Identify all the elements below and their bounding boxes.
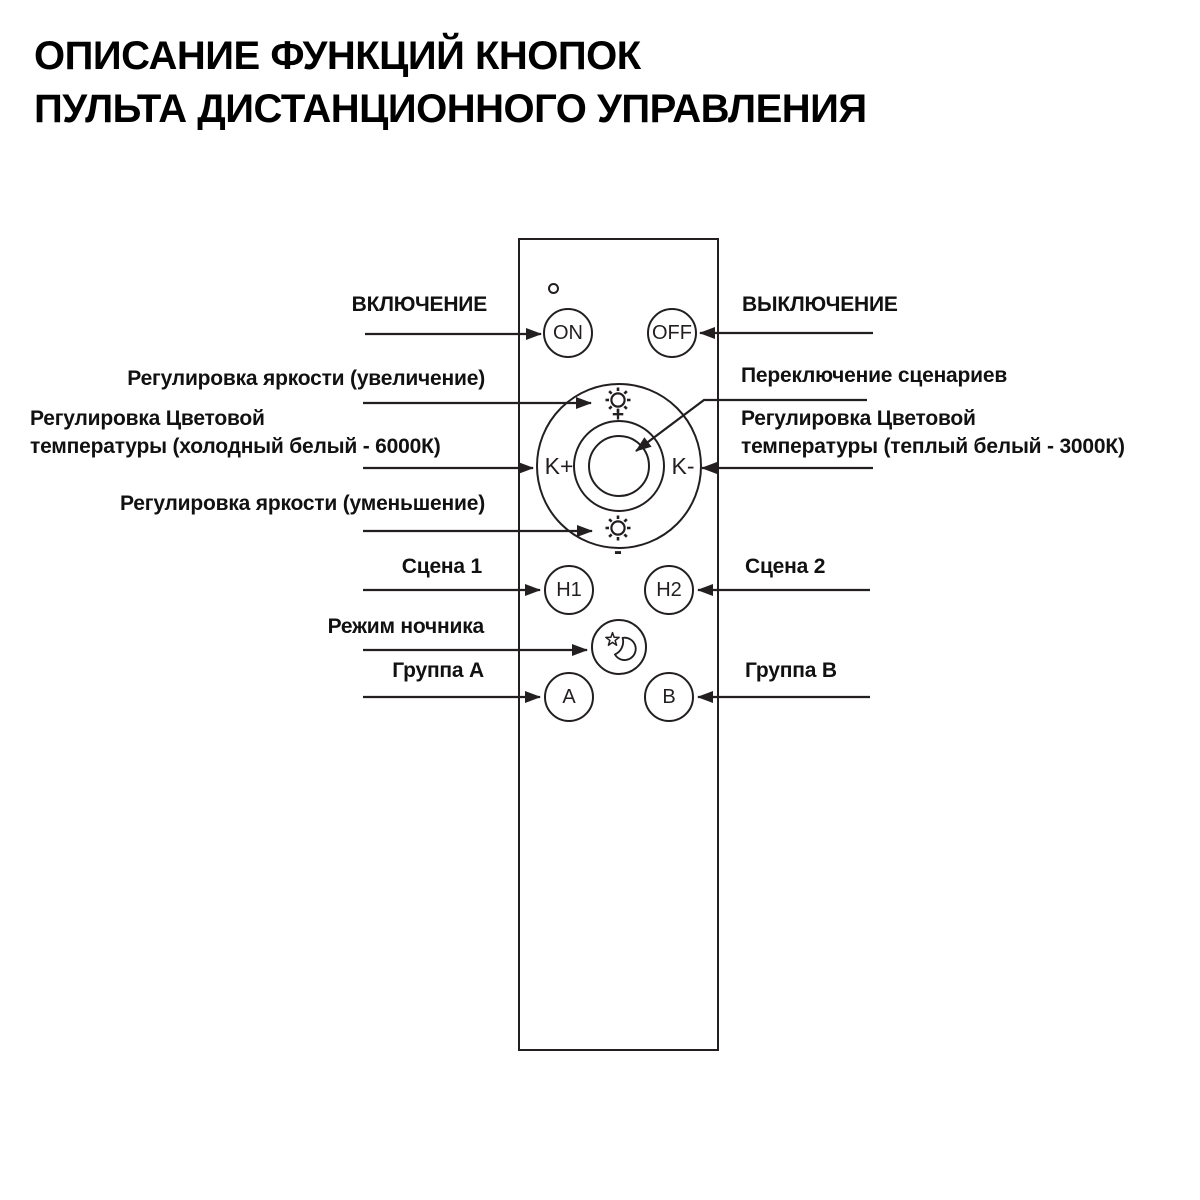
group-b-button: B <box>644 672 694 722</box>
label-brightness-down: Регулировка яркости (уменьшение) <box>120 492 485 515</box>
on-button: ON <box>543 308 593 358</box>
label-scene-1: Сцена 1 <box>401 555 482 578</box>
label-group-a: Группа A <box>392 659 484 682</box>
page-title-line-2: ПУЛЬТА ДИСТАНЦИОННОГО УПРАВЛЕНИЯ <box>34 87 867 131</box>
label-power-on: ВКЛЮЧЕНИЕ <box>351 293 487 316</box>
dial-center-button <box>588 435 650 497</box>
brightness-plus-sign: + <box>611 403 625 426</box>
h1-button: H1 <box>544 565 594 615</box>
label-night-mode: Режим ночника <box>327 615 484 638</box>
label-cct-warm-line-2: температуры (теплый белый - 3000К) <box>741 435 1125 458</box>
night-light-button <box>591 619 647 675</box>
group-a-button: A <box>544 672 594 722</box>
label-scene-switch: Переключение сценариев <box>741 364 1008 387</box>
label-cct-warm-line-1: Регулировка Цветовой <box>741 407 976 430</box>
off-button: OFF <box>647 308 697 358</box>
label-cct-warm <box>741 405 1125 461</box>
label-cct-cold <box>30 405 440 461</box>
page-title <box>34 30 867 136</box>
moon-star-icon <box>593 621 645 673</box>
brightness-minus-sign: - <box>614 538 622 565</box>
page-title-line-1: ОПИСАНИЕ ФУНКЦИЙ КНОПОК <box>34 34 641 78</box>
label-power-off: ВЫКЛЮЧЕНИЕ <box>742 293 898 316</box>
label-cct-cold-line-1: Регулировка Цветовой <box>30 407 265 430</box>
label-group-b: Группа B <box>745 659 837 682</box>
k-plus-label: K+ <box>544 453 574 479</box>
label-brightness-up: Регулировка яркости (увеличение) <box>127 367 485 390</box>
led-indicator-dot <box>548 283 559 294</box>
label-scene-2: Сцена 2 <box>745 555 826 578</box>
k-minus-label: K- <box>671 453 695 479</box>
h2-button: H2 <box>644 565 694 615</box>
label-cct-cold-line-2: температуры (холодный белый - 6000К) <box>30 435 441 458</box>
